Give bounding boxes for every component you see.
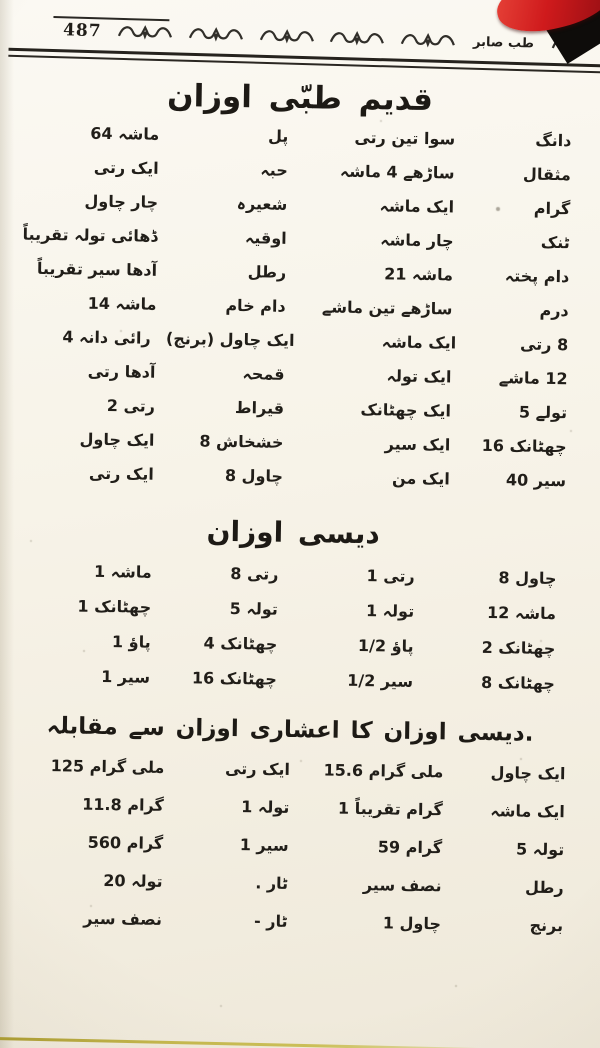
table-cell: گرام 11.8 bbox=[82, 794, 164, 815]
table-cell: چاول 8 bbox=[224, 465, 284, 486]
ornament-icon bbox=[117, 22, 174, 44]
table-cell: نصف سیر bbox=[362, 875, 442, 896]
table-cell: مثقال bbox=[522, 164, 572, 185]
table-cell: چار چاول bbox=[84, 191, 159, 212]
table-cell: ماشہ 64 bbox=[90, 123, 160, 144]
table-cell: چھٹانک 16 bbox=[191, 667, 277, 689]
table-cell: سیر 1 bbox=[101, 666, 151, 687]
table-cell: دانگ bbox=[535, 130, 572, 151]
table-cell: ایک من bbox=[391, 468, 450, 489]
table-cell: ملی گرام 15.6 bbox=[323, 760, 444, 782]
table-cell: رتی 1 bbox=[366, 565, 415, 586]
table-cell: ایک رتی bbox=[88, 463, 155, 484]
table-cell: تولہ 5 bbox=[515, 839, 565, 860]
ornament-icon bbox=[400, 30, 457, 52]
table-cell: آدھا رتی bbox=[87, 361, 156, 382]
table-cell: دام خام bbox=[225, 295, 286, 316]
table-row bbox=[9, 899, 566, 946]
table-cell: آدھا سیر تقریباً bbox=[36, 258, 158, 280]
table-cell: پاؤ 1 bbox=[111, 631, 151, 652]
table-cell: پل bbox=[267, 126, 289, 146]
section-title-desi-vs-decimal-comparison: .دیسی اوزان کا اعشاری اوزان سے مقابلہ bbox=[46, 713, 534, 747]
table-cell: رطل bbox=[247, 262, 287, 282]
table-cell: پاؤ 1/2 bbox=[357, 635, 414, 656]
table-cell: ساڑھے تین ماشے bbox=[321, 297, 453, 319]
book-title: طب صابر bbox=[472, 34, 535, 51]
table-cell: چھٹانک 1 bbox=[77, 596, 152, 617]
table-cell: تولہ 1 bbox=[365, 600, 415, 621]
table-cell: چھٹانک 8 bbox=[480, 672, 556, 693]
table-cell: گرام bbox=[533, 198, 571, 219]
table-cell: حبہ bbox=[260, 160, 288, 180]
table-cell: ایک چاول (برنج) bbox=[165, 328, 295, 350]
table-cell: ساڑھے 4 ماشہ bbox=[339, 161, 455, 183]
table-cell: سیر 40 bbox=[505, 470, 567, 491]
table-cell: قیراط bbox=[234, 398, 285, 418]
ornament-icon bbox=[329, 28, 386, 50]
table-cell: ٹار - bbox=[253, 911, 288, 931]
table-cell: ایک چھٹانک bbox=[360, 399, 452, 421]
table-cell: سوا تین رتی bbox=[354, 127, 456, 149]
table-cell: گرام 59 bbox=[377, 837, 443, 858]
table-cell: ماشہ 12 bbox=[486, 602, 557, 623]
table-cell: ایک تولہ bbox=[386, 366, 452, 387]
section-title-desi-weights: دیسی اوزان bbox=[206, 514, 380, 551]
table-cell: ایک رتی bbox=[224, 758, 291, 779]
table-cell: ایک چاول bbox=[490, 763, 566, 784]
table-cell: ٹار . bbox=[255, 873, 289, 893]
table-cell: ملی گرام 125 bbox=[50, 756, 165, 777]
table-cell: برنج bbox=[529, 915, 564, 936]
table-cell: چھٹانک 16 bbox=[481, 435, 567, 457]
ornament-icon bbox=[258, 26, 315, 48]
table-cell: ماشہ 1 bbox=[93, 561, 152, 582]
table-cell: ڈھائی تولہ تقریباً bbox=[22, 224, 158, 246]
table-cell: چاول 1 bbox=[382, 913, 442, 934]
table-cell: رائی دانہ 4 bbox=[62, 327, 151, 348]
ornament-icon bbox=[188, 24, 245, 46]
table-cell: تولہ 20 bbox=[103, 871, 163, 891]
table-cell: رتی 8 bbox=[230, 563, 279, 584]
table-cell: ماشہ 21 bbox=[384, 264, 454, 285]
table-cell: خشخاش 8 bbox=[199, 431, 284, 452]
table-row bbox=[13, 658, 569, 702]
table-cell: ایک ماشہ bbox=[379, 196, 455, 217]
table-cell: تولہ 5 bbox=[229, 598, 279, 619]
table-cell: سیر 1 bbox=[239, 835, 289, 855]
table-cell: ماشہ 14 bbox=[87, 293, 157, 314]
table-cell: گرام تقریباً 1 bbox=[337, 798, 443, 820]
table-cell: سیر 1/2 bbox=[347, 670, 414, 691]
table-cell: ایک چاول bbox=[79, 429, 155, 450]
table-cell: ایک سیر bbox=[384, 434, 451, 455]
page-number: 487 bbox=[62, 20, 102, 42]
table-cell: قمحہ bbox=[242, 364, 285, 384]
table-cell: ایک ماشہ bbox=[381, 332, 457, 353]
table-cell: چار ماشہ bbox=[380, 230, 454, 251]
table-cell: 12 ماشے bbox=[498, 368, 568, 389]
table-cell: چھٹانک 2 bbox=[481, 637, 556, 658]
table-cell: گرام 560 bbox=[87, 832, 164, 853]
ancient-weights-table bbox=[16, 116, 578, 499]
table-cell: تولہ 1 bbox=[241, 797, 290, 817]
page-edge-line bbox=[0, 1037, 580, 1048]
comparison-weights-table bbox=[9, 747, 568, 946]
table-cell: رتی 2 bbox=[106, 396, 156, 416]
table-cell: چاول 8 bbox=[498, 567, 557, 588]
table-cell: رطل bbox=[524, 877, 564, 898]
table-cell: 8 رتی bbox=[519, 334, 569, 355]
table-cell: درم bbox=[539, 300, 569, 321]
table-cell: چھٹانک 4 bbox=[203, 633, 278, 654]
table-cell: نصف سیر bbox=[83, 908, 163, 929]
table-cell: شعیرہ bbox=[236, 194, 288, 214]
table-cell: تولے 5 bbox=[518, 402, 568, 423]
table-cell: ٹنک bbox=[540, 232, 570, 253]
desi-weights-table bbox=[13, 553, 571, 702]
section-title-ancient-medical-weights: قدیم طبّی اوزان bbox=[166, 77, 434, 119]
table-cell: ایک رتی bbox=[93, 157, 159, 178]
table-cell: اوقیہ bbox=[244, 228, 287, 248]
table-cell: ایک ماشہ bbox=[490, 801, 566, 822]
table-cell: دام پختہ bbox=[504, 266, 570, 287]
